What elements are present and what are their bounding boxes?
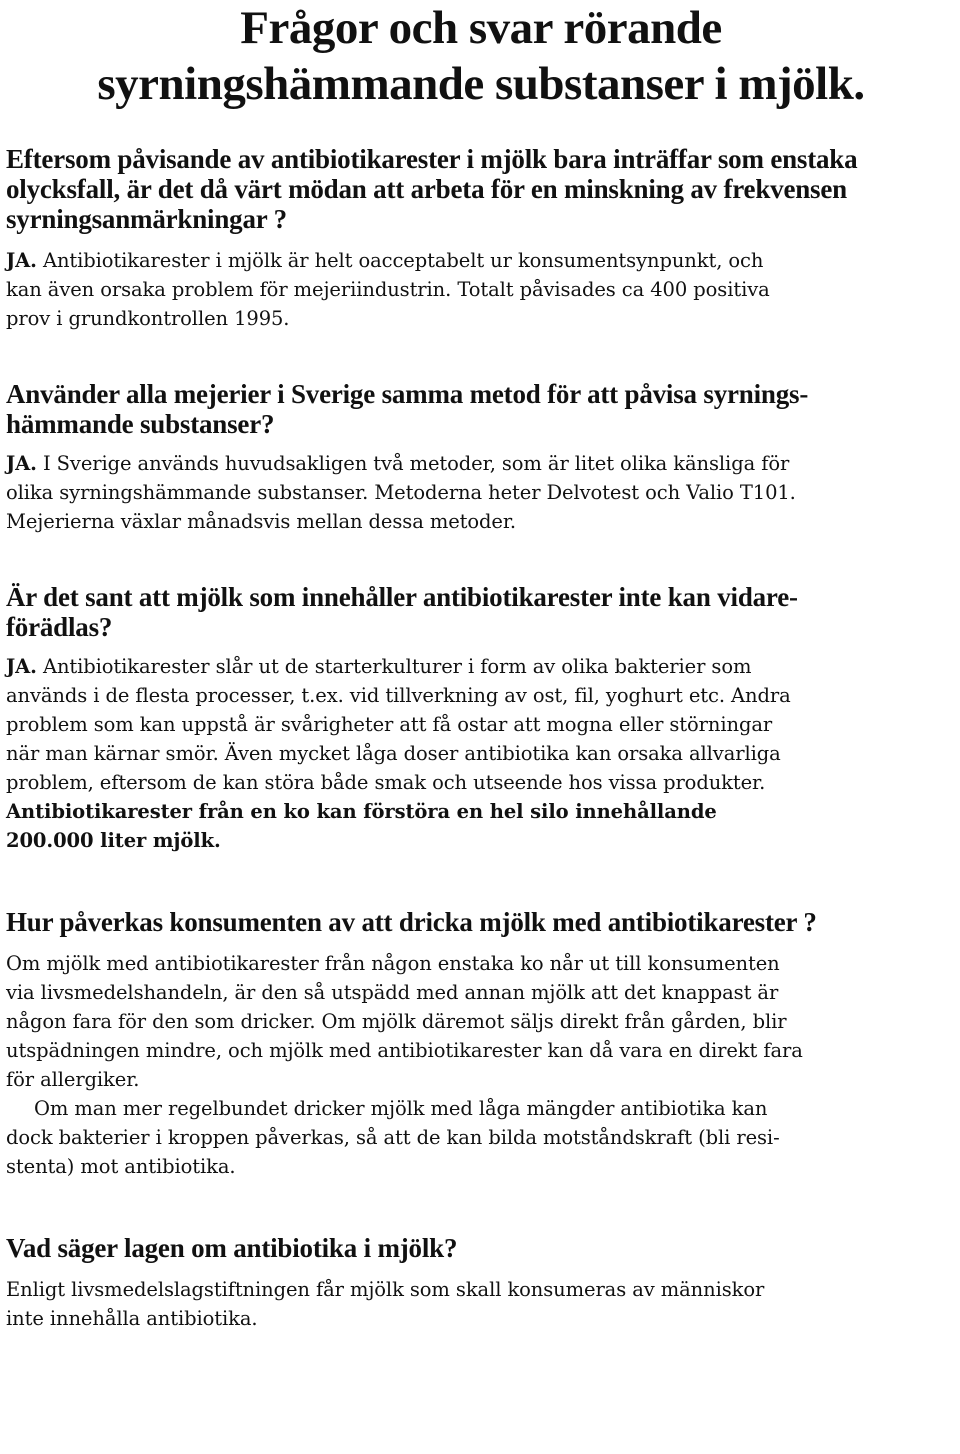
question-4 bbox=[6, 907, 956, 937]
answer-line: via livsmedelshandeln, är den så utspädd med annan mjölk att det knappast är bbox=[6, 981, 779, 1004]
answer-line: kan även orsaka problem för mejeriindustrin. Totalt påvisades ca 400 positiva bbox=[6, 278, 770, 301]
answer-4 bbox=[6, 949, 956, 1181]
answer-emphasis-line: Antibiotikarester från en ko kan förstöra en hel silo innehållande bbox=[6, 800, 717, 823]
document-page bbox=[6, 0, 956, 1333]
answer-line: problem som kan uppstå är svårigheter att få ostar att mogna eller störningar bbox=[6, 713, 773, 736]
qa-section-1 bbox=[6, 144, 956, 333]
answer-paragraph-line: stenta) mot antibiotika. bbox=[6, 1155, 236, 1178]
answer-text: Antibiotikarester i mjölk är helt oacceptabelt ur konsumentsynpunkt, och bbox=[36, 249, 764, 272]
answer-emphasis-line: 200.000 liter mjölk. bbox=[6, 829, 221, 852]
question-line: olycksfall, är det då värt mödan att arbeta för en minskning av frekvensen bbox=[6, 174, 847, 204]
answer-line bbox=[6, 449, 956, 478]
answer-line: när man kärnar smör. Även mycket låga doser antibiotika kan orsaka allvarliga bbox=[6, 742, 781, 765]
title-line-2: syrningshämmande substanser i mjölk. bbox=[97, 58, 865, 110]
answer-line: inte innehålla antibiotika. bbox=[6, 1307, 258, 1330]
question-2 bbox=[6, 379, 956, 439]
answer-line: någon fara för den som dricker. Om mjölk däremot säljs direkt från gården, blir bbox=[6, 1010, 787, 1033]
answer-lead: JA. bbox=[6, 249, 37, 272]
answer-line: används i de flesta processer, t.ex. vid tillverkning av ost, fil, yoghurt etc. Andra bbox=[6, 684, 791, 707]
answer-5 bbox=[6, 1275, 956, 1333]
answer-line: olika syrningshämmande substanser. Metoderna heter Delvotest och Valio T101. bbox=[6, 481, 796, 504]
answer-line: Om mjölk med antibiotikarester från någon enstaka ko når ut till konsumenten bbox=[6, 952, 780, 975]
answer-text: I Sverige används huvudsakligen två metoder, som är litet olika känsliga för bbox=[36, 452, 790, 475]
question-5 bbox=[6, 1233, 956, 1263]
question-3 bbox=[6, 582, 956, 642]
answer-1 bbox=[6, 246, 956, 333]
question-line: Är det sant att mjölk som innehåller antibiotikarester inte kan vidare- bbox=[6, 582, 798, 612]
question-line: Använder alla mejerier i Sverige samma metod för att påvisa syrnings- bbox=[6, 379, 809, 409]
qa-section-4 bbox=[6, 907, 956, 1181]
answer-line: Enligt livsmedelslagstiftningen får mjölk som skall konsumeras av människor bbox=[6, 1278, 765, 1301]
question-line: Hur påverkas konsumenten av att dricka mjölk med antibiotikarester ? bbox=[6, 907, 817, 937]
document-title bbox=[6, 0, 956, 112]
title-line-1: Frågor och svar rörande bbox=[240, 2, 722, 54]
question-line: hämmande substanser? bbox=[6, 409, 275, 439]
question-line: Vad säger lagen om antibiotika i mjölk? bbox=[6, 1233, 458, 1263]
answer-line: prov i grundkontrollen 1995. bbox=[6, 307, 290, 330]
question-line: Eftersom påvisande av antibiotikarester i mjölk bara inträffar som enstaka bbox=[6, 144, 858, 174]
answer-paragraph-line: dock bakterier i kroppen påverkas, så att de kan bilda motståndskraft (bli resi- bbox=[6, 1126, 780, 1149]
answer-paragraph-line: Om man mer regelbundet dricker mjölk med låga mängder antibiotika kan bbox=[34, 1097, 768, 1120]
answer-3 bbox=[6, 652, 956, 855]
answer-2 bbox=[6, 449, 956, 536]
qa-section-3 bbox=[6, 582, 956, 855]
answer-lead: JA. bbox=[6, 655, 37, 678]
answer-line: Mejerierna växlar månadsvis mellan dessa metoder. bbox=[6, 510, 517, 533]
question-line: förädlas? bbox=[6, 612, 113, 642]
qa-section-2 bbox=[6, 379, 956, 536]
answer-line: utspädningen mindre, och mjölk med antibiotikarester kan då vara en direkt fara bbox=[6, 1039, 803, 1062]
answer-line: problem, eftersom de kan störa både smak och utseende hos vissa produkter. bbox=[6, 771, 766, 794]
question-1 bbox=[6, 144, 956, 234]
answer-text: Antibiotikarester slår ut de starterkulturer i form av olika bakterier som bbox=[36, 655, 752, 678]
question-line: syrningsanmärkningar ? bbox=[6, 204, 287, 234]
answer-line bbox=[6, 246, 956, 275]
answer-line bbox=[6, 652, 956, 681]
answer-lead: JA. bbox=[6, 452, 37, 475]
qa-section-5 bbox=[6, 1233, 956, 1333]
answer-line: för allergiker. bbox=[6, 1068, 140, 1091]
